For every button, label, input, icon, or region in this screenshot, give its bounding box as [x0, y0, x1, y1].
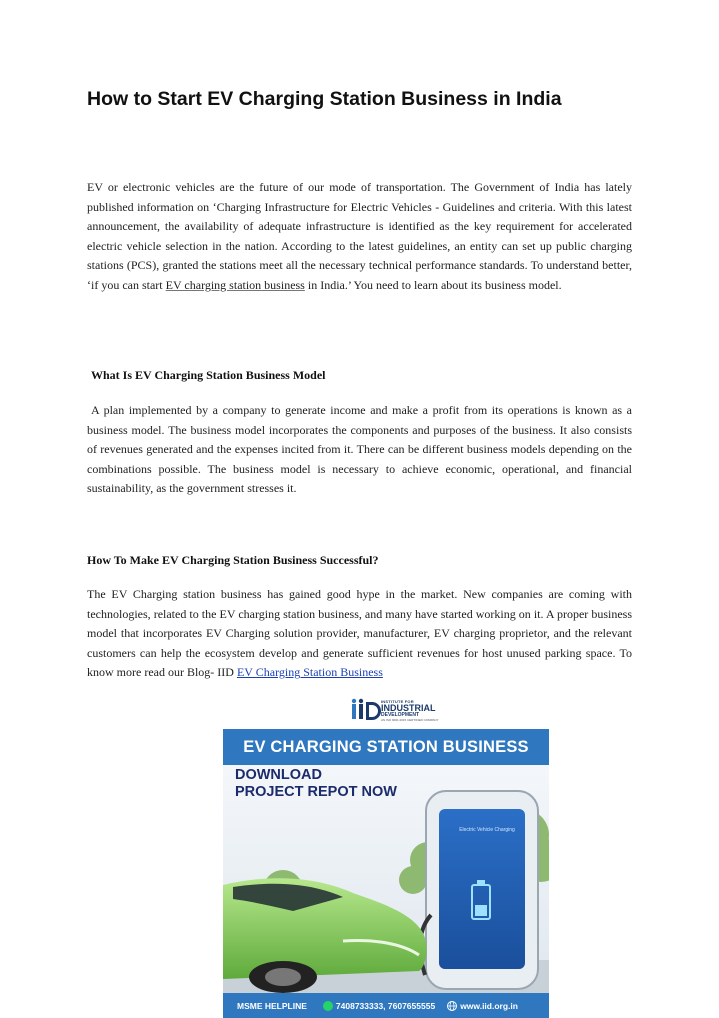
- website-text: www.iid.org.in: [460, 1000, 518, 1011]
- logo-line3: DEVELOPMENT: [381, 712, 420, 718]
- website[interactable]: [447, 1001, 518, 1011]
- logo-line2: INDUSTRIAL: [381, 703, 436, 713]
- blog-link[interactable]: EV Charging Station Business: [236, 665, 383, 680]
- logo-text: [381, 700, 439, 722]
- charger-label: Electric Vehicle Charging: [459, 827, 515, 833]
- banner-footer: [223, 993, 549, 1018]
- ev-charging-business-link[interactable]: EV charging station business: [165, 277, 305, 292]
- cta-line1: DOWNLOAD: [235, 767, 322, 783]
- logo-line1: INSTITUTE FOR: [381, 699, 414, 704]
- download-cta[interactable]: [235, 767, 397, 801]
- section-heading-business-model: What Is EV Charging Station Business Model: [91, 368, 326, 382]
- whatsapp-icon: [323, 1001, 333, 1011]
- successful-paragraph: [87, 585, 632, 683]
- business-model-paragraph: A plan implemented by a company to generate income and make a profit from its operations is known as a business model. The business model incorporates the components and purposes of the business. It also consists of revenues generated and the expenses incited from it. There can be different business models depending on the combinations possible. The business model is necessary to achieve economic, operational, and financial sustainability, as the government stresses it.: [87, 403, 632, 496]
- charging-station-icon: [420, 791, 538, 989]
- intro-text-after: in India.’ You need to learn about its business model.: [304, 277, 562, 292]
- logo-line4: AN ISO 9001:2015 CERTIFIED COMPANY: [381, 718, 439, 722]
- phone-numbers[interactable]: [323, 1001, 435, 1011]
- globe-icon: [447, 1001, 457, 1011]
- successful-text: The EV Charging station business has gained good hype in the market. New companies are coming with technologies, related to the EV charging station business, and many have started working on it. A proper business model that incorporates EV Charging solution provider, manufacturer, EV charging proprietor, and the relevant customers can help the ecosystem develop and generate sufficient revenues for host unused parking space. To know more read our Blog- IID: [87, 587, 632, 680]
- page-title: How to Start EV Charging Station Business in India: [87, 88, 562, 110]
- section-heading-successful: How To Make EV Charging Station Business Successful?: [87, 553, 379, 567]
- helpline-label: MSME HELPLINE: [237, 1000, 307, 1011]
- phone-text: 7408733333, 7607655555: [335, 1000, 436, 1011]
- promo-banner[interactable]: [223, 729, 549, 1018]
- cta-line2: PROJECT REPOT NOW: [235, 784, 397, 800]
- intro-text-before: EV or electronic vehicles are the future of our mode of transportation. The Government of India has lately published information on ‘Charging Infrastructure for Electric Vehicles - Guidelines and criteria. With this latest announcement, the availability of adequate infrastructure is identified as the key requirement for accelerated electric vehicle selection in the nation. According to the latest guidelines, an entity can set up public charging stations (PCS), granted the stations meet all the necessary technical performance standards. To understand better, ‘if you can start: [87, 180, 632, 292]
- banner-headline: EV CHARGING STATION BUSINESS: [223, 729, 549, 765]
- intro-paragraph: [87, 178, 632, 296]
